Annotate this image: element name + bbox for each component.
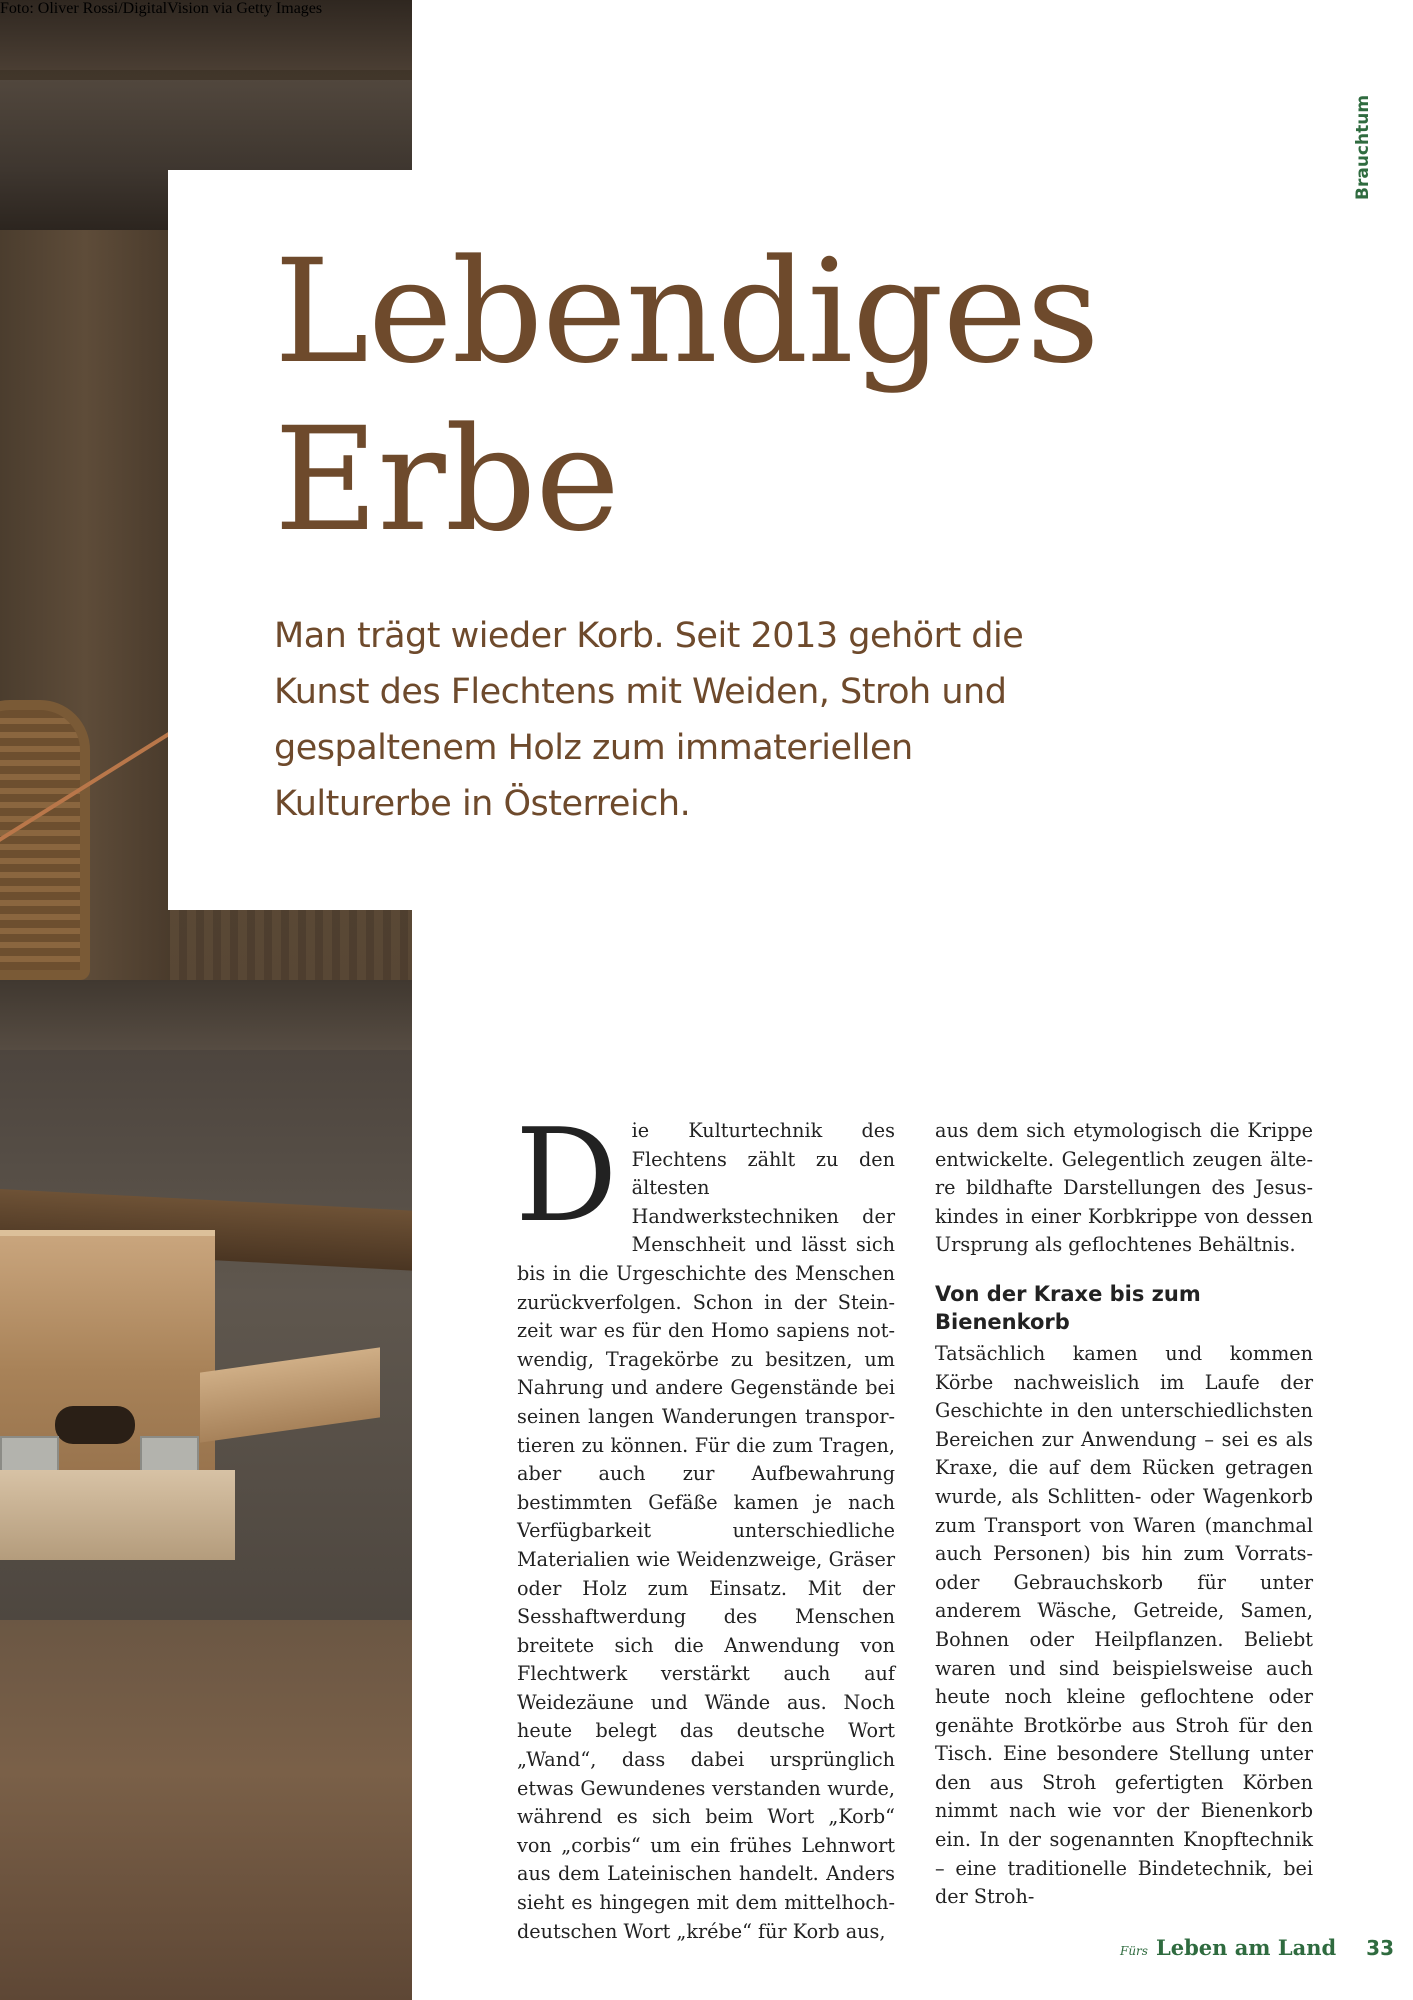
photo-floor [0,1620,412,2000]
photo-shelf [0,980,412,1050]
magazine-prefix: Fürs [1120,1944,1148,1958]
body-paragraph: aus dem sich etymologisch die Krippe entwickelte. Gelegentlich zeugen ältere bildhafte Darstellungen des Jesuskindes in einer Korbkrippe von dessen Ursprung als geflochtenes Behältnis. [935,1119,1313,1257]
body-column-1 [515,1102,895,1946]
body-column-2 [935,1117,1313,1912]
photo-crate-lower [0,1470,235,1560]
page-number: 33 [1366,1936,1395,1960]
headline [274,228,1099,564]
headline-line-1: Lebendiges [274,228,1099,395]
photo-crate-handle [55,1406,135,1444]
headline-line-2: Erbe [274,396,619,563]
subheading: Von der Kraxe bis zum Bienenkorb [935,1281,1201,1334]
photo-credit: Foto: Oliver Rossi/DigitalVision via Getty Images [0,0,323,17]
body-paragraph: Tatsächlich kamen und kommen Körbe nachweislich im Laufe der Geschichte in den unterschiedlichsten Bereichen zur Anwendung – sei es als Kraxe, die auf dem Rücken getragen wurde, als Schlitten- oder Wagenkorb zum Transport von Waren (manchmal auch Personen) bis hin zum Vorrats- oder Gebrauchskorb für unter anderem Wäsche, Getreide, Samen, Bohnen oder Heilpflanzen. Beliebt waren und sind beispielsweise auch heute noch kleine geflochtene oder genähte Brotkörbe aus Stroh für den Tisch. Eine besondere Stellung unter den aus Stroh gefertigten Körben nimmt nach wie vor der Bienenkorb ein. In der sogenannten Knopftechnik – eine traditionelle Bindetechnik, bei der Stroh- [935,1341,1313,1909]
title-box [168,170,1099,910]
page-footer [1120,1935,1394,1960]
drop-cap: D [515,1102,618,1251]
section-tag: Brauchtum [1353,94,1373,200]
body-paragraph: ie Kulturtechnik des Flechtens zählt zu den ältesten Handwerkstechniken der Menschheit und lässt sich bis in die Urgeschichte des Menschen zurückverfolgen. Schon in der Steinzeit war es für den Homo sapiens notwendig, Tragekörbe zu besitzen, um Nahrung und andere Gegenstände bei seinen langen Wanderungen transportieren zu können. Für die zum Tragen, aber auch zur Aufbewahrung bestimmten Gefäße kamen je nach Verfügbarkeit unterschiedliche Materialien wie Weidenzweige, Gräser oder Holz zum Einsatz. Mit der Sesshaftwerdung des Menschen breitete sich die Anwendung von Flechtwerk verstärkt auch auf Weidezäune und Wände aus. Noch heute belegt das deutsche Wort „Wand“, dass dabei ursprünglich etwas Gewundenes verstanden wurde, während es sich beim Wort „Korb“ von „corbis“ um ein frühes Lehnwort aus dem Lateinischen handelt. Anders sieht es hingegen mit dem mittelhochdeutschen Wort „krébe“ für Korb aus, [517,1119,895,1943]
photo-basket [0,700,90,980]
magazine-name: Leben am Land [1155,1935,1337,1960]
subhead: Man trägt wieder Korb. Seit 2013 gehört die Kunst des Flechtens mit Weiden, Stroh und gespaltenem Holz zum immateriellen Kulturerbe in Österreich. [274,616,1024,824]
